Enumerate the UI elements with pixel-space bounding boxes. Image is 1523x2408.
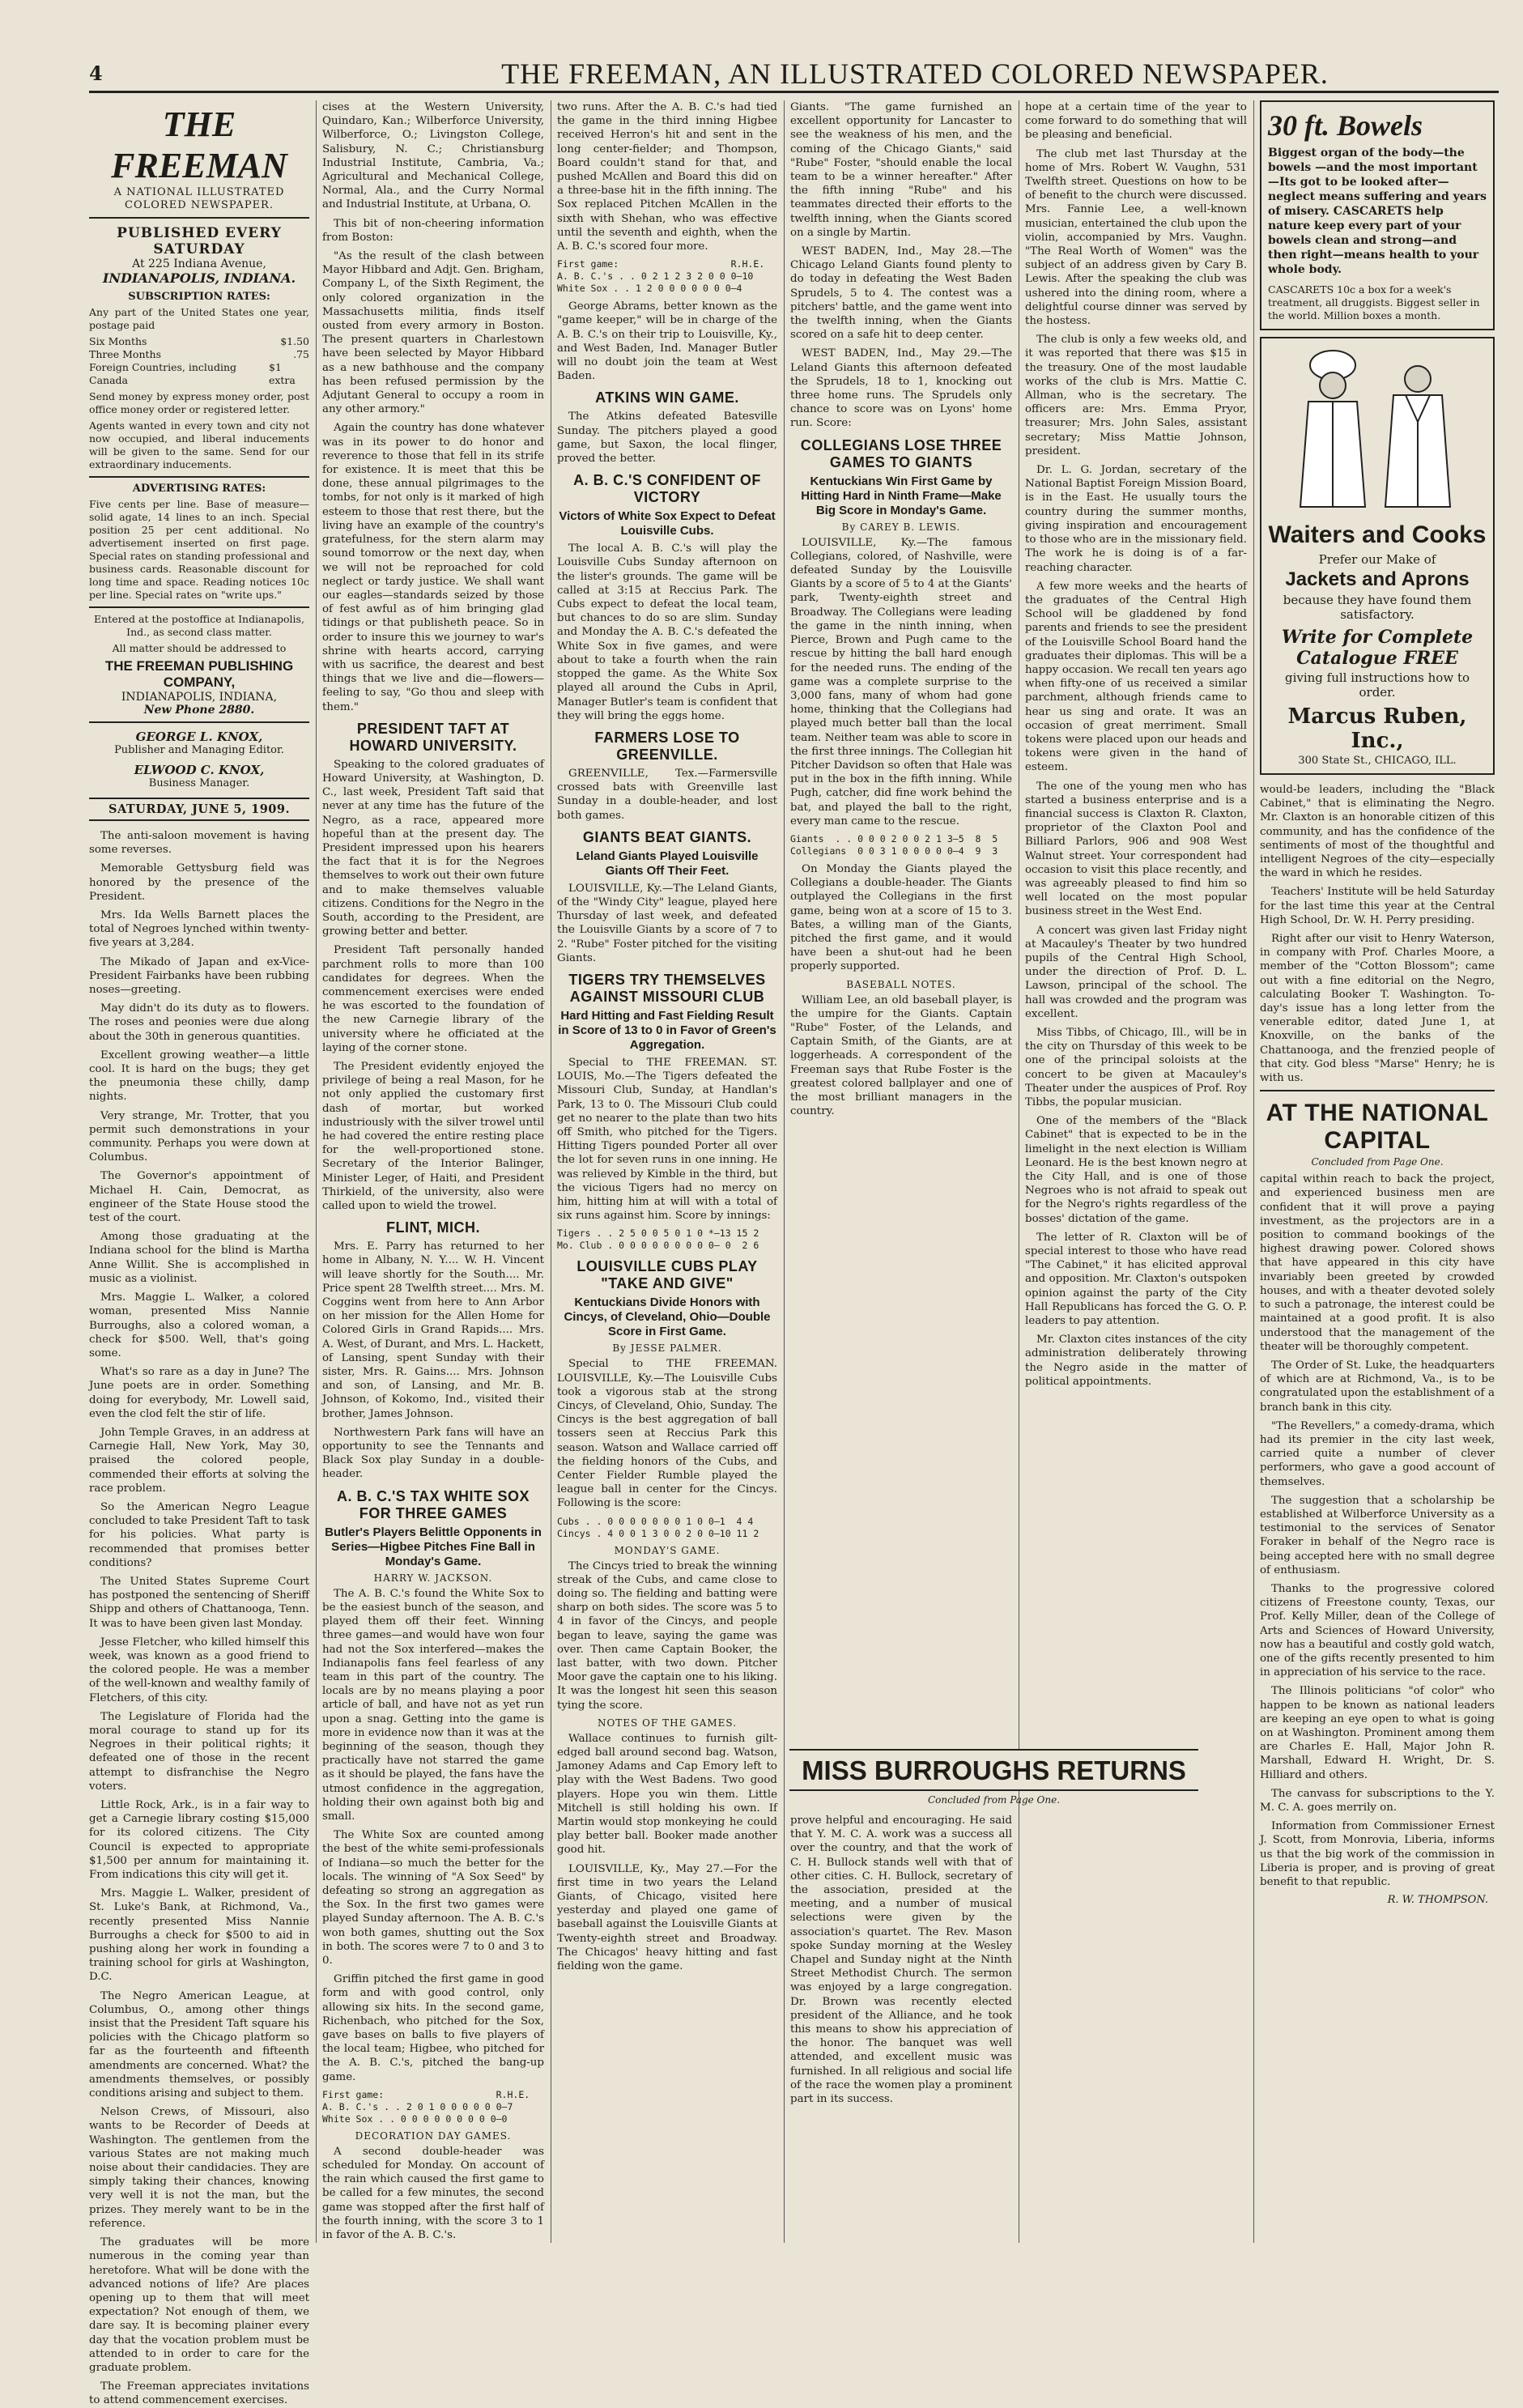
article-paragraph: Giants. "The game furnished an excellent opportunity for Lancaster to see the weakness of his men, and the coming of the Chicago Giants," said "Rube" Foster, "should enable the local team to be a winner hereafter." After the fifth inning "Rube" and his teammates directed their efforts to the twelfth inning, when the Giants scored on a single by Martin. [790,101,1012,239]
headline-national-capital: AT THE NATIONAL CAPITAL [1266,1100,1489,1155]
article-paragraph: "As the result of the clash between Mayor Hibbard and Adjt. Gen. Brigham, Company L, of the Sixth Regiment, the only colored organization in the Massachusetts militia, finds itself ousted from every armory in Boston. The present quarters in Charlestown have been selected by Mayor Hibbard as a new bathhouse and the company has been refused permission by the Adjutant General to occupy a room in any other armory." [322,250,544,416]
column-6 [1260,100,1495,2243]
remit-note: Send money by express money order, post office money order or registered letter. [89,390,309,415]
publisher-name: GEORGE L. KNOX, [135,730,263,744]
article-paragraph: On Monday the Giants played the Collegians a double-header. The Giants outplayed the Collegians in the first game, being won at a score of 15 to 3. Bates, a willing man of the Giants, pitched the first game, and it would have been a shut-out had he been properly supported. [790,862,1012,973]
ad-line: Jackets and Aprons [1285,568,1470,590]
divider [89,217,309,219]
editorial-paragraph: John Temple Graves, in an address at Carnegie Hall, New York, May 30, praised the colored people, commended their efforts at solving the race problem. [89,1426,309,1495]
article-paragraph: GREENVILLE, Tex.—Farmersville crossed bats with Greenville last Sunday in a double-header, and lost both games. [557,767,777,822]
article-paragraph: Miss Tibbs, of Chicago, Ill., will be in the city on Thursday of this week to be one of the principal soloists at the concert to be given at Macauley's Theater under the auspices of Prof. Roy Tibbs, the popular musician. [1025,1027,1247,1109]
editorial-paragraph: The Mikado of Japan and ex-Vice-President Fairbanks have been rubbing noses—greeting. [89,955,309,997]
masthead-subtitle: A NATIONAL ILLUSTRATED [113,186,285,198]
column-5 [1025,100,1247,2243]
article-paragraph: Special to THE FREEMAN. ST. LOUIS, Mo.—The Tigers defeated the Missouri Club, Sunday, at Handlan's Park, 13 to 0. The Missouri Club could get no nearer to the plate than two hits off Smith, who pitched for the Tigers. Hitting Tigers pounded Porter all over the lot for seven runs in one inning. He was relieved by Kimble in the third, but the vicious Tigers had no mercy on him, hitting him at will with a total of six runs against him. Score by innings: [557,1056,777,1223]
address-to: All matter should be addressed to [112,642,287,654]
article-paragraph: A few more weeks and the hearts of the graduates of the Central High School will be gladdened by fond parents and friends to see the president of the Louisville School Board hand the graduates their diplomas. This will be a happy occasion. We recall ten years ago when fifty-one of us received a similar parchment, although friends came to hear us sing and orate. It was an occasion of great merriment. Small tokens were placed upon our heads and tokens were given in the hand of esteem. [1025,580,1247,774]
column-rule [784,100,785,2243]
article-paragraph: capital within reach to back the project, and experienced business men are confident that it will prove a paying investment, as the projectors are in a position to command bookings of the highest drawing power. Colored shows that have appeared in this city have invariably been greeted by crowded houses, and with a theater devoted solely to such a patronage, the interest could be maintained at a good profit. It is also understood that the management of the theater will be thoroughly competent. [1260,1173,1495,1353]
article-paragraph: The canvass for subscriptions to the Y. M. C. A. goes merrily on. [1260,1787,1495,1814]
divider [89,606,309,608]
subhead-decoration-day: DECORATION DAY GAMES. [355,2129,512,2142]
article-paragraph: The Illinois politicians "of color" who happen to be known as national leaders are keeping an eye open to what is going on at Washington. Prominent among them are Charles E. Hall, Major John R. Marshall, Edward H. Wright, Dr. S. Hilliard and others. [1260,1685,1495,1781]
deck-cubs: Kentuckians Divide Honors with Cincys, of Cleveland, Ohio—Double Score in First Game. [564,1295,771,1339]
article-paragraph: The suggestion that a scholarship be established at Wilberforce University as a testimonial to the services of Senator Foraker in behalf of the Negro race is being accepted here with no small degree of enthusiasm. [1260,1494,1495,1576]
article-paragraph: WEST BADEN, Ind., May 29.—The Leland Giants this afternoon defeated the Sprudels, 18 to 1, knocking out three home runs. The Sprudels only chance to score was on Lyons' home run. Score: [790,347,1012,430]
article-paragraph: The Atkins defeated Batesville Sunday. The pitchers played a good game, but Saxon, the local flinger, proved the better. [557,411,777,466]
headline-cubs: LOUISVILLE CUBS PLAY "TAKE AND GIVE" [576,1258,758,1292]
article-paragraph: President Taft personally handed parchment rolls to more than 100 candidates for degrees. When the commencement exercises were ended he was escorted to the foundation of the new Carnegie library of the university where he officiated at the laying of the corner stone. [322,944,544,1054]
column-4 [790,100,1012,1741]
article-paragraph: The club met last Thursday at the home of Mrs. Robert W. Vaughn, 531 Twelfth street. Questions on how to be of benefit to the church were discussed. Mrs. Fannie Lee, a well-known musician, entertained the club upon the violin, accompanied by Mrs. Vaughn. "The Real Worth of Women" was the subject of an address given by Cary B. Lewis. After the speaking the club was ushered into the dining room, where a delightful course dinner was served by the hostess. [1025,147,1247,328]
ad-line: giving full instructions how to order. [1284,670,1470,700]
ad-address: 300 State St., CHICAGO, ILL. [1298,755,1457,767]
ad-body: Biggest organ of the body—the bowels —and the most important—Its got to be looked after—neglect means suffering and years of misery. CASCARETS help nature keep every part of your bowels clean and strong—and then right—means health to your whole body. [1268,147,1487,276]
editorial-paragraph: Jesse Fletcher, who killed himself this week, was known as a good friend to the colored people. He was a member of the well-known and wealthy family of Fletchers, of this city. [89,1636,309,1704]
article-paragraph: cises at the Western University, Quindaro, Kan.; Wilberforce University, Wilberforce, O.; Livingston College, Salisbury, N. C.; Christiansburg Industrial Institute, Cambria, Va.; Agricultural and Mechanical College, Normal, Ala., and the Curry Normal and Industrial Institute, at Urbana, O. [322,101,544,211]
ad-line: Prefer our Make of [1318,552,1436,567]
byline: By JESSE PALMER. [612,1342,722,1355]
ad-line: because they have found them satisfactory. [1283,593,1472,622]
column-3 [557,100,777,2243]
article-paragraph: This bit of non-cheering information from Boston: [322,217,544,244]
article-paragraph: Right after our visit to Henry Waterson, in company with Prof. Charles Moore, a member of the "Cotton Blossom"; came out with a fine editorial on the Negro, calculating Booker T. Washington. To-day's issue has a long letter from the venerable editor, dated June 1, at Knoxville, on the banks of the Chattanooga, and the frenzied people of that city. God bless "Marse" Henry; he is with us. [1260,933,1495,1085]
article-paragraph: Mr. Claxton cites instances of the city administration deliberately throwing the Negro aside in the matter of political appointments. [1025,1334,1247,1388]
page-header [89,50,1498,91]
ad-company: Marcus Ruben, Inc., [1287,704,1467,753]
headline-victory: A. B. C.'S CONFIDENT OF VICTORY [573,472,761,506]
box-score: Giants . . 0 0 0 2 0 0 2 1 3—5 8 5 Collegians 0 0 3 1 0 0 0 0 0—4 9 3 [790,832,998,857]
rate-row: Foreign Countries, including Canada $1 extra [89,361,296,386]
editorial-paragraph: What's so rare as a day in June? The June poets are in order. Something doing for everybody, Mr. Lowell said, even the clod felt the stir of life. [89,1366,309,1420]
box-score: Cubs . . 0 0 0 0 0 0 0 1 0 0—1 4 4 Cincys . 4 0 0 1 3 0 0 2 0 0—10 11 2 [557,1515,759,1539]
publication-schedule: PUBLISHED EVERY SATURDAY [117,225,282,257]
deck-white-sox: Butler's Players Belittle Opponents in Series—Higbee Pitches Fine Ball in Monday's Game. [325,1525,542,1568]
subscription-title: SUBSCRIPTION RATES: [128,291,270,303]
article-paragraph: two runs. After the A. B. C.'s had tied the game in the third inning Higbee received Herron's hit and sent in the long center-fielder; and Thompson, Board couldn't stand for that, and pushed McAllen and Board this did on a three-base hit in the fifth inning. The Sox replaced Pitchen McAllen in the sixth with Shehan, who was effective until the seventh and eighth, when the A. B. C.'s scored four more. [557,101,777,253]
box-score: First game: R.H.E. A. B. C.'s . . 0 2 1 2 3 2 0 0 0—10 White Sox . . 1 2 0 0 0 0 0 0 0—4 [557,258,765,295]
byline: HARRY W. JACKSON. [373,1572,493,1584]
subhead-notes: NOTES OF THE GAMES. [597,1717,738,1729]
rate-row: Six Months $1.50 [89,335,309,347]
editorial-paragraph: The anti-saloon movement is having some reverses. [89,830,309,857]
editorial-paragraph: The United States Supreme Court has postponed the sentencing of Sheriff Shipp and others of Chattanooga, Tenn. It was to have been given last Monday. [89,1575,309,1630]
waiters-illustration [1276,345,1478,515]
ad-title: 30 ft. Bowels [1268,109,1423,142]
headline-giants: GIANTS BEAT GIANTS. [582,828,752,845]
article-paragraph: Dr. L. G. Jordan, secretary of the National Baptist Foreign Mission Board, is in the East. He usually tours the country during the summer months, giving inspiration and encouragement to those who are in the missionary field. The work he is doing is of a far-reaching character. [1025,464,1247,574]
publisher-address: At 225 Indiana Avenue, [132,257,266,270]
company-city: INDIANAPOLIS, INDIANA, [121,691,278,704]
article-paragraph: Northwestern Park fans will have an opportunity to see the Tennants and Black Sox play Sunday in a double-header. [322,1426,544,1481]
article-paragraph: The one of the young men who has started a business enterprise and is a financial success is Claxton R. Claxton, proprietor of the Claxton Pool and Billiard Parlors, 906 and 908 West Walnut street. Your correspondent had occasion to visit this place recently, and was agreeably pleased to find him so well located on the most popular business street in the West End. [1025,780,1247,918]
entered-note: Entered at the postoffice at Indianapolis, Ind., as second class matter. [94,613,304,638]
box-score: First game: R.H.E. A. B. C.'s . . 2 0 1 0 0 0 0 0 0—7 White Sox . . 0 0 0 0 0 0 0 0 0—0 [322,2088,530,2125]
article-paragraph: hope at a certain time of the year to come forward to do something that will be pleasing and beneficial. [1025,101,1247,142]
headline-farmers: FARMERS LOSE TO GREENVILLE. [594,729,740,763]
subscription-note: Any part of the United States one year, postage paid [89,306,309,331]
article-paragraph: A second double-header was scheduled for Monday. On account of the rain which caused the first game to be called for a few minutes, the second game was stopped after the first half of the fourth inning, with the score 3 to 1 in favor of the A. B. C.'s. [322,2145,544,2242]
article-paragraph: Teachers' Institute will be held Saturday for the last time this year at the Central High School, Dr. W. H. Perry presiding. [1260,886,1495,926]
phone: New Phone 2880. [143,704,255,717]
article-paragraph: The President evidently enjoyed the privilege of being a real Mason, for he not only applied the customary first dash of mortar, but worked industriously with the silver trowel until he had covered the entire resting place for the well-proportioned stone. Secretary of the Interior Balinger, Minister Leger, of Haiti, and President Thirkield, of the university, also were called upon to wield the trowel. [322,1061,544,1213]
issue-date: SATURDAY, JUNE 5, 1909. [89,798,309,821]
advertisement-marcus-ruben [1260,337,1495,775]
divider [89,721,309,723]
column-rule [1253,100,1254,2243]
article-paragraph: Thanks to the progressive colored citizens of Freestone county, Texas, our Prof. Kelly Miller, dean of the College of Arts and Sciences of Howard University, now has a beautiful and costly gold watch, one of the gifts recently presented to him in appreciation of his service to the race. [1260,1582,1495,1679]
ad-line: Write for Complete Catalogue FREE [1281,627,1474,669]
article-paragraph: LOUISVILLE, Ky.—The famous Collegians, colored, of Nashville, were defeated Sunday by the Louisville Giants by a score of 5 to 4 at the Giants' park, Twenty-eighth street and Broadway. The Collegians were leading the game in the ninth inning, when Pierce, Brown and Pugh came to the rescue by hitting the ball hard enough for the needed runs. The ending of the game was a complete surprise to the 3,000 fans, many of whom had gone home, thinking that the Collegians had played much better ball than the local team. Neither team was able to score in the first three innings. The Collegian hit Pitcher Davidson so often that Hale was put in the box in the fifth inning. While Pugh, catcher, did fine work behind the bat, and played the ball to the right, every man came to the rescue. [790,536,1012,827]
editorial-paragraph: Nelson Crews, of Missouri, also wants to be Recorder of Deeds at Washington. The gentlemen from the various States are not making much noise about their candidacies. They are simply taking their chances, knowing very well it is not the man, but the prizes. They merely want to be in the reference. [89,2106,309,2230]
article-paragraph: The local A. B. C.'s will play the Louisville Cubs Sunday afternoon on the lister's grounds. The game will be called at 3:15 at Reccius Park. The Cubs expect to defeat the local team, but chances to do so are slim. Sunday and Monday the A. B. C.'s defeated the White Sox in five games, and were about to take a fourth when the rain stopped the game. As the White Sox played all around the Cubs in April, Manager Butler's team is confident that they will bring the eggs home. [557,542,777,722]
article-paragraph: Special to THE FREEMAN. LOUISVILLE, Ky.—The Louisville Cubs took a vigorous stab at the strong Cincys, of Cleveland, Ohio, Sunday. The Cincys is the best aggregation of ball tossers seen at Reccius Park this season. Watson and Wallace carried off the fielding honors of the Cubs, and Center Fielder Rumble played the league ball in center for the Cincys. Following is the score: [557,1358,777,1510]
masthead-title: THE FREEMAN [111,104,287,185]
article-paragraph: Speaking to the colored graduates of Howard University, at Washington, D. C., last week, President Taft said that never at any time has the future of the Negro, as a race, appeared more hopeful than at the present day. The President impressed upon his hearers the fact that it is for the Negroes themselves to work out their own future and to make themselves valuable citizens. Conditions for the Negro in the South, according to the President, are growing better and better. [322,758,544,938]
divider [89,476,309,478]
column-1 [89,100,309,2407]
subhead-monday: MONDAY'S GAME. [614,1544,721,1556]
agents-note: Agents wanted in every town and city not now occupied, and liberal inducements will be given to the same. Send for our extraordinary inducements. [89,419,309,470]
article-paragraph: WEST BADEN, Ind., May 28.—The Chicago Leland Giants found plenty to do today in defeating the West Baden Sprudels, 5 to 4. The contest was a pitchers' battle, and the game went into the twelfth inning, when the Giants scored on a safe hit to deep center. [790,245,1012,342]
manager-title: Business Manager. [148,777,250,789]
headline-tigers: TIGERS TRY THEMSELVES AGAINST MISSOURI CLUB [568,971,766,1005]
headline-collegians: COLLEGIANS LOSE THREE GAMES TO GIANTS [800,436,1002,470]
divider [1260,1090,1495,1091]
advertising-text: Five cents per line. Base of measure—solid agate, 14 lines to an inch. Special position 25 per cent additional. No advertisement inserted on first page. Special rates on standing professional and business cards. Reasonable discount for long time and space. Reading notices 10c per line. Special rates on "write ups." [89,498,309,601]
advertising-title: ADVERTISING RATES: [132,483,266,495]
article-paragraph: would-be leaders, including the "Black Cabinet," that is eliminating the Negro. Mr. Claxton is an honorable citizen of this community, and has the confidence of the sentiments of most of the thoughtful and intelligent Negroes of the city—especially the ward in which he resides. [1260,784,1495,880]
deck-giants: Leland Giants Played Louisville Giants Off Their Feet. [576,849,759,878]
masthead-subtitle: COLORED NEWSPAPER. [125,199,274,211]
article-paragraph: The A. B. C.'s found the White Sox to be the easiest bunch of the season, and played them off their feet. Winning three games—and would have won four had not the Sox interfered—makes the Indianapolis fans feel fearless of any team in this part of the country. The locals are by no means playing a poor article of ball, and have not as yet run upon a snag. Getting into the game is more in evidence now than it was at the beginning of the season, though they practically have not starred the game as it should be played, the fans have the utmost confidence in the aggregation, holding their own against both big and small. [322,1587,544,1823]
deck-tigers: Hard Hitting and Fast Fielding Result in Score of 13 to 0 in Favor of Green's Aggregation. [558,1008,776,1052]
manager-name: ELWOOD C. KNOX, [134,763,265,777]
article-paragraph: Information from Commissioner Ernest J. Scott, from Monrovia, Liberia, informs us that the big work of the commission in Liberia is proper, and is proving of great benefit to that republic. [1260,1820,1495,1889]
publisher-title: Publisher and Managing Editor. [114,744,284,756]
editorial-paragraph: The Legislature of Florida had the moral courage to stand up for its Negroes in their political rights; it defeated one of those in the recent attempt to disfranchise the Negro voters. [89,1710,309,1793]
article-paragraph: The Order of St. Luke, the headquarters of which are at Richmond, Va., is to be congratulated upon the establishment of a branch bank in this city. [1260,1359,1495,1414]
column-rule [316,100,317,2243]
publishing-company: THE FREEMAN PUBLISHING COMPANY, [104,658,294,690]
concluded-note: Concluded from Page One. [1311,1156,1444,1168]
box-score: Tigers . . 2 5 0 0 5 0 1 0 *—13 15 2 Mo. Club . 0 0 0 0 0 0 0 0 0— 0 2 6 [557,1227,759,1252]
article-paragraph: Wallace continues to furnish gilt-edged ball around second bag. Watson, Jamoney Adams and Cap Emory left to play with the West Badens. Two good players. Hope you win them. Little Mitchell is still holding his own. If Martin would stop monkeying he could play better ball. Booker made another good hit. [557,1732,777,1857]
article-paragraph: LOUISVILLE, Ky.—The Leland Giants, of the "Windy City" league, played here Thursday of last week, and defeated the Louisville Giants by a score of 7 to 2. "Rube" Foster pitched for the visiting Giants. [557,882,777,964]
article-paragraph: William Lee, an old baseball player, is the umpire for the Giants. Captain "Rube" Foster, of the Lelands, and Captain Smith, of the Giants, are at loggerheads. A correspondent of the Freeman says that Rube Foster is the greatest colored ballplayer and one of the most brilliant managers in the country. [790,993,1012,1118]
editorial-paragraph: Memorable Gettysburg field was honored by the presence of the President. [89,862,309,903]
advertisement-cascarets [1260,100,1495,330]
paper-title: THE FREEMAN, AN ILLUSTRATED COLORED NEWSPAPER. [501,57,1329,90]
headline-taft: PRESIDENT TAFT AT HOWARD UNIVERSITY. [349,720,517,754]
editorial-paragraph: The Negro American League, at Columbus, O., among other things insist that the President Taft square his policies with the Chicago platform so far as the fourteenth and fifteenth amendments are concerned. What? the amendments themselves, or possibly conditions arising and subject to them. [89,1989,309,2100]
article-paragraph: prove helpful and encouraging. He said that Y. M. C. A. work was a success all over the country, and that the work of C. H. Bullock stands well with that of other cities. C. H. Bullock, secretary of the association, presided at the meeting, and a number of musical selections were given by the association's quartet. The Rev. Mason spoke Sunday morning at the Wesley Chapel and Sunday night at the Ninth Street Methodist Church. The sermon was enjoyed by a large congregation. Dr. Brown was recently elected president of the Alliance, and he took this means to show his appreciation of the honor. The banquet was well attended, and excellent music was furnished. In all religious and social life of the race the women play a prominent part in its success. [790,1815,1012,2106]
article-paragraph: One of the members of the "Black Cabinet" that is expected to be in the limelight in the next election is William Leonard. He is the best known negro at the City Hall, and is one of those Negroes who is not afraid to speak out for the Negro's rights regardless of the bosses' dictation of the game. [1025,1115,1247,1225]
rate-row: Three Months .75 [89,348,309,360]
miss-burroughs-article [790,1814,1012,2243]
editorial-paragraph: Mrs. Ida Wells Barnett places the total of Negroes lynched within twenty-five years at 3,284. [89,909,309,950]
editorial-paragraph: So the American Negro League concluded to take President Taft to task for his policies. What party is recommended that promises better conditions? [89,1500,309,1569]
concluded-note: Concluded from Page One. [927,1794,1061,1806]
editorial-paragraph: May didn't do its duty as to flowers. The roses and peonies were due along about the 30th in generous quantities. [89,1002,309,1043]
editorial-paragraph: Excellent growing weather—a little cool. It is hard on the bugs; they get the pneumonia these chilly, damp nights. [89,1049,309,1104]
article-paragraph: Mrs. E. Parry has returned to her home in Albany, N. Y.... W. H. Vincent will leave shortly for the South.... Mr. Price spent 28 Twelfth street.... Mrs. M. Coggins went from here to Ann Arbor on her mission for the Allen Home for Colored Girls in Grand Rapids.... Mrs. A. West, of Durant, and Mrs. L. Hackett, of Lansing, spent Sunday with their sister, Mrs. R. Gains.... Mrs. Johnson and son, of Lansing, and Mr. B. Johnson, of Kokomo, Ind., visited their brother, James Johnson. [322,1240,544,1420]
signature: R. W. THOMPSON. [1387,1894,1488,1907]
article-paragraph: The club is only a few weeks old, and it was reported that there was $15 in the treasury. One of the most laudable works of the club is Mrs. Mattie C. Allman, who is the secretary. The officers are: Mrs. Emma Pryor, treasurer; Mrs. John Sales, assistant secretary; Miss Mattie Johnson, president. [1025,334,1247,457]
publisher-city: INDIANAPOLIS, INDIANA. [102,270,296,286]
editorial-paragraph: Mrs. Maggie L. Walker, a colored woman, presented Miss Nannie Burroughs, also a colored woman, a check for $500. Well, that's going some. [89,1291,309,1359]
deck-victory: Victors of White Sox Expect to Defeat Louisville Cubs. [559,509,776,538]
article-paragraph: "The Revellers," a comedy-drama, which had its premier in the city last week, carried quite a number of clever performers, who gave a good account of themselves. [1260,1419,1495,1488]
article-paragraph: The White Sox are counted among the best of the white semi-professionals of Indiana—so much the better for the locals. The winning of "A Sox Seed" by defeating so strong an aggregation as the Sox. In the first two games were played Sunday afternoon. The A. B. C.'s won both games, shutting out the Sox in both. The scores were 7 to 0 and 3 to 0. [322,1829,544,1967]
subhead-baseball-notes: BASEBALL NOTES. [846,978,956,990]
headline-miss-burroughs: MISS BURROUGHS RETURNS [789,1749,1198,1791]
article-paragraph: LOUISVILLE, Ky., May 27.—For the first time in two years the Leland Giants, of Chicago, visited here yesterday and played one game of baseball against the Louisville Giants at Twenty-eighth street and Broadway. The Chicagos' heavy hitting and fast fielding won the game. [557,1862,777,1973]
headline-atkins: ATKINS WIN GAME. [595,389,739,406]
headline-flint: FLINT, MICH. [386,1219,480,1236]
article-paragraph: The Cincys tried to break the winning streak of the Cubs, and came close to doing so. The fielding and batting were sharp on both sides. The score was 5 to 4 in favor of the Cincys, and people began to leave, saying the game was over. Then came Captain Booker, the last batter, with two down. Pitcher Moor gave the captain one to his liking. It was the longest hit seen this season tying the score. [557,1559,777,1712]
editorial-paragraph: Very strange, Mr. Trotter, that you permit such demonstrations in your community. Perhaps you were down at Columbus. [89,1109,309,1164]
article-paragraph: George Abrams, better known as the "game keeper," will be in charge of the A. B. C.'s on their trip to Louisville, Ky., and West Baden, Ind. Manager Butler will no doubt join the team at West Baden. [557,300,777,383]
editorial-paragraph: The Governor's appointment of Michael H. Cain, Democrat, as engineer of the State House stood the test of the court. [89,1170,309,1225]
article-paragraph: Again the country has done whatever was in its power to do honor and reverence to those that fell in its strife for existence. It is meet that this be done, these annual pilgrimages to the tombs, for not only is it marked of high esteem to those that rest there, but the living have an example of the country's gratefulness, for the stern alarm may sound tomorrow or the next day, when we will not be reproached for cold neglect or tardy justice. We shall want our eagles—standards seized by those of fest awful as of him bringing glad tidings or that publisheth peace. So in order to insure this we journey to war's shrine with hearts accord, carrying with us sacrifice, the dearest and best things that we live and die—flowers—feeling to say, "Go thou and sleep with them." [322,422,544,713]
deck-collegians: Kentuckians Win First Game by Hitting Hard in Ninth Frame—Make Big Score in Monday's Game. [801,474,1002,517]
editorial-paragraph: Mrs. Maggie L. Walker, president of St. Luke's Bank, at Richmond, Va., recently presented Miss Nannie Burroughs a check for $500 to aid in pushing along her work in founding a training school for girls at Washington, D.C. [89,1887,309,1984]
headline-white-sox: A. B. C.'S TAX WHITE SOX FOR THREE GAMES [337,1487,530,1521]
byline: By CAREY B. LEWIS. [841,521,961,533]
editorial-paragraph: Among those graduating at the Indiana school for the blind is Martha Anne Willit. She is accomplished in music as a violinist. [89,1231,309,1285]
ad-headline: Waiters and Cooks [1268,521,1487,548]
article-paragraph: A concert was given last Friday night at Macauley's Theater by two hundred pupils of the Central High School, under the direction of Prof. D. L. Lawson, principal of the school. The hall was crowded and the program was excellent. [1025,924,1247,1020]
article-paragraph: Griffin pitched the first game in good form and with good control, only allowing six hits. In the second game, Richenbach, who pitched for the Sox, gave bases on balls to five players of the local team; Higbee, who pitched for the A. B. C.'s, pitched the bang-up game. [322,1973,544,2083]
ad-footnote: CASCARETS 10c a box for a week's treatment, all druggists. Biggest seller in the world. Million boxes a month. [1268,283,1480,321]
page-number: 4 [89,62,103,85]
editorial-paragraph: The Freeman appreciates invitations to attend commencement exercises. [89,2380,309,2407]
column-2 [322,100,544,2243]
editorial-paragraph: The graduates will be more numerous in the coming year than heretofore. What will be done with the advanced notions of life? Are places opening up to them that will meet expectation? Not enough of them, we dare say. It is becoming plainer every day that the vocation problem must be attended to in order to care for the graduate problem. [89,2236,309,2374]
editorial-paragraph: Little Rock, Ark., is in a fair way to get a Carnegie library costing $15,000 for its colored citizens. The City Council is expected to appropriate $1,500 per annum for maintaining it. From indications this city will get it. [89,1799,309,1882]
header-rule [89,91,1499,93]
article-paragraph: The letter of R. Claxton will be of special interest to those who have read "The Cabinet," it has elicited approval and opposition. Mr. Claxton's outspoken opinion against the party of the City Hall Republicans has forced the G. O. P. leaders to pay attention. [1025,1231,1247,1328]
